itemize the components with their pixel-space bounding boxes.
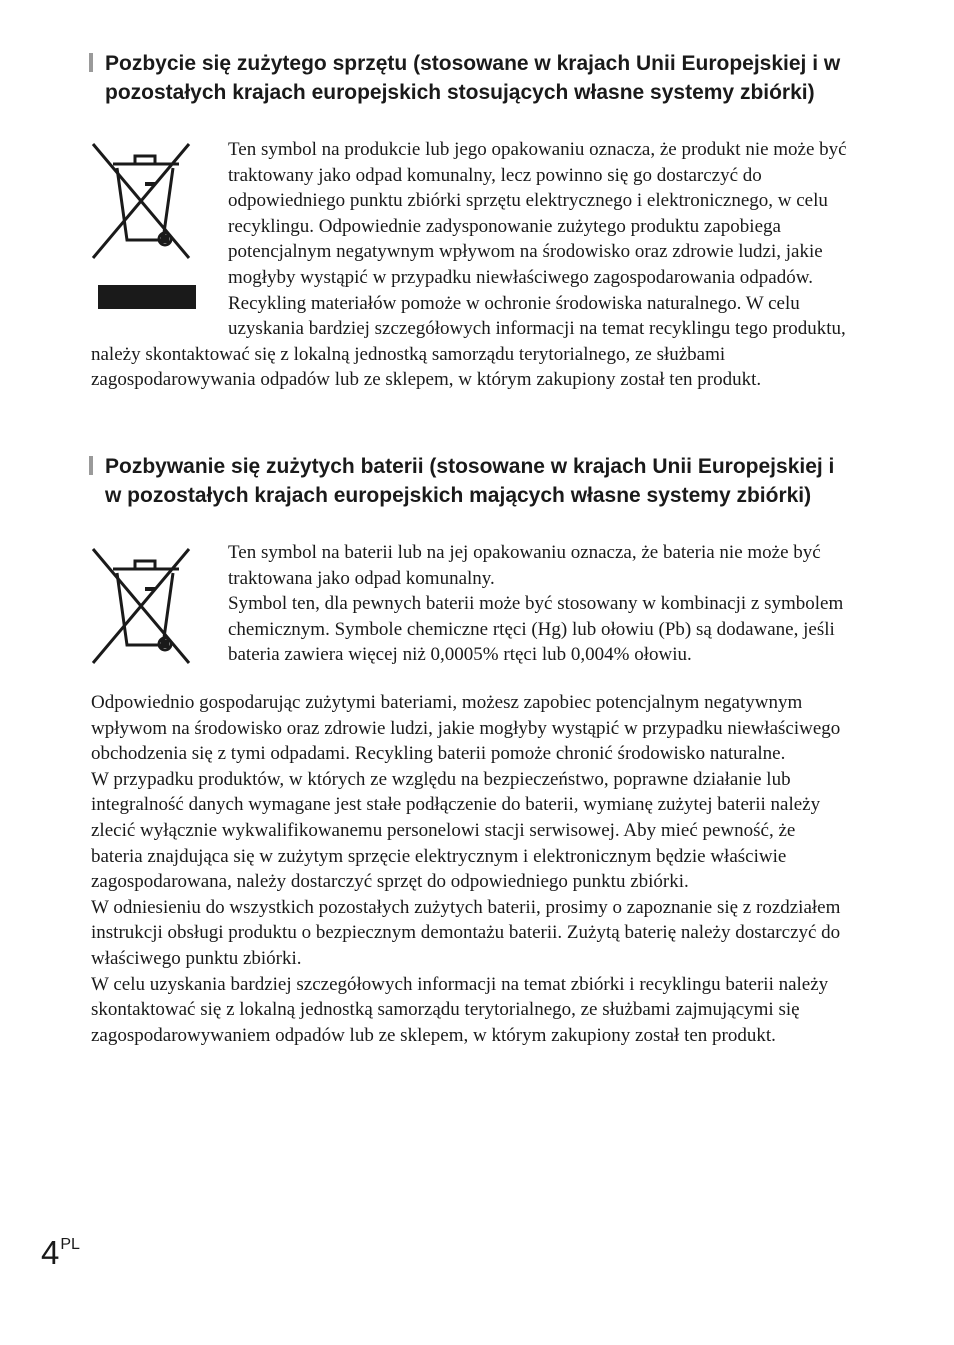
heading-text: Pozbycie się zużytego sprzętu (stosowane w krajach Unii Europejskiej i w pozostałych krajach europejskich stosujących własne systemy zbiórki) <box>105 52 841 104</box>
paragraph: Ten symbol na baterii lub na jej opakowaniu oznacza, że bateria nie może być traktowana jako odpad komunalny. <box>228 542 821 589</box>
language-code: PL <box>60 1236 80 1253</box>
paragraph: Odpowiednio gospodarując zużytymi bateriami, możesz zapobiec potencjalnym negatywnym wpływom na środowisko oraz zdrowie ludzi, jakie mogłyby wystąpić w przypadku niewłaściwego obchodzenia się z tymi odpadami. Recykling baterii pomoże chronić środowisko naturalne. <box>91 692 841 765</box>
section-heading-equipment-disposal <box>89 50 849 107</box>
paragraph: W celu uzyskania bardziej szczegółowych informacji na temat zbiórki i recyklingu baterii należy skontaktować się z lokalną jednostką samorządu terytorialnego, ze służbami zajmującymi się zagospodarowywaniem odpadów lub ze sklepem, w którym zakupiony został ten produkt. <box>91 973 829 1046</box>
paragraph: Ten symbol na produkcie lub jego opakowaniu oznacza, że produkt nie może być traktowany jako odpad komunalny, lecz powinno się go dostarczyć do odpowiedniego punktu zbiórki sprzętu elektrycznego i elektronicznego, w celu recyklingu. Odpowiednie zadysponowanie zużytego produktu zapobiega potencjalnym negatywnym wpływom na środowisko oraz zdrowie ludzi, jakie mogłyby wystąpić w przypadku niewłaściwego zagospodarowania odpadów. Recykling materiałów pomoże w ochronie środowiska naturalnego. W celu uzyskania bardziej szczegółowych informacji na temat recyklingu tego produktu, należy skontaktować się z lokalną jednostką samorządu terytorialnego, ze służbami zagospodarowywania odpadów lub ze sklepem, w którym zakupiony został ten produkt. <box>91 139 847 391</box>
page-number <box>41 1234 80 1272</box>
section-body-equipment <box>91 137 851 393</box>
heading-text: Pozbywanie się zużytych baterii (stosowane w krajach Unii Europejskiej i w pozostałych krajach europejskich mających własne systemy zbiórki) <box>105 455 835 507</box>
paragraph: Symbol ten, dla pewnych baterii może być stosowany w kombinacji z symbolem chemicznym. Symbole chemiczne rtęci (Hg) lub ołowiu (Pb) są dodawane, jeśli bateria zawiera więcej niż 0,0005% rtęci lub 0,004% ołowiu. <box>228 593 844 666</box>
heading-marker <box>89 53 93 72</box>
page-number-digit: 4 <box>41 1234 60 1271</box>
section-heading-battery-disposal <box>89 453 849 510</box>
paragraph: W odniesieniu do wszystkich pozostałych zużytych baterii, prosimy o zapoznanie się z rozdziałem instrukcji obsługi produktu o bezpiecznym demontażu baterii. Zużytą baterię należy dostarczyć do właściwego punktu zbiórki. <box>91 896 841 969</box>
paragraph: W przypadku produktów, w których ze względu na bezpieczeństwo, poprawne działanie lub integralność danych wymagane jest stałe podłączenie do baterii, wymianę zużytej baterii należy zlecić wyłącznie wykwalifikowanemu personelowi stacji serwisowej. Aby mieć pewność, że bateria znajdująca się w zużytym sprzęcie elektrycznym i elektronicznym będzie właściwie zagospodarowana, należy dostarczyć sprzęt do odpowiedniego punktu zbiórki. <box>91 768 821 893</box>
section-body-batteries <box>91 540 851 1048</box>
heading-marker <box>89 456 93 475</box>
